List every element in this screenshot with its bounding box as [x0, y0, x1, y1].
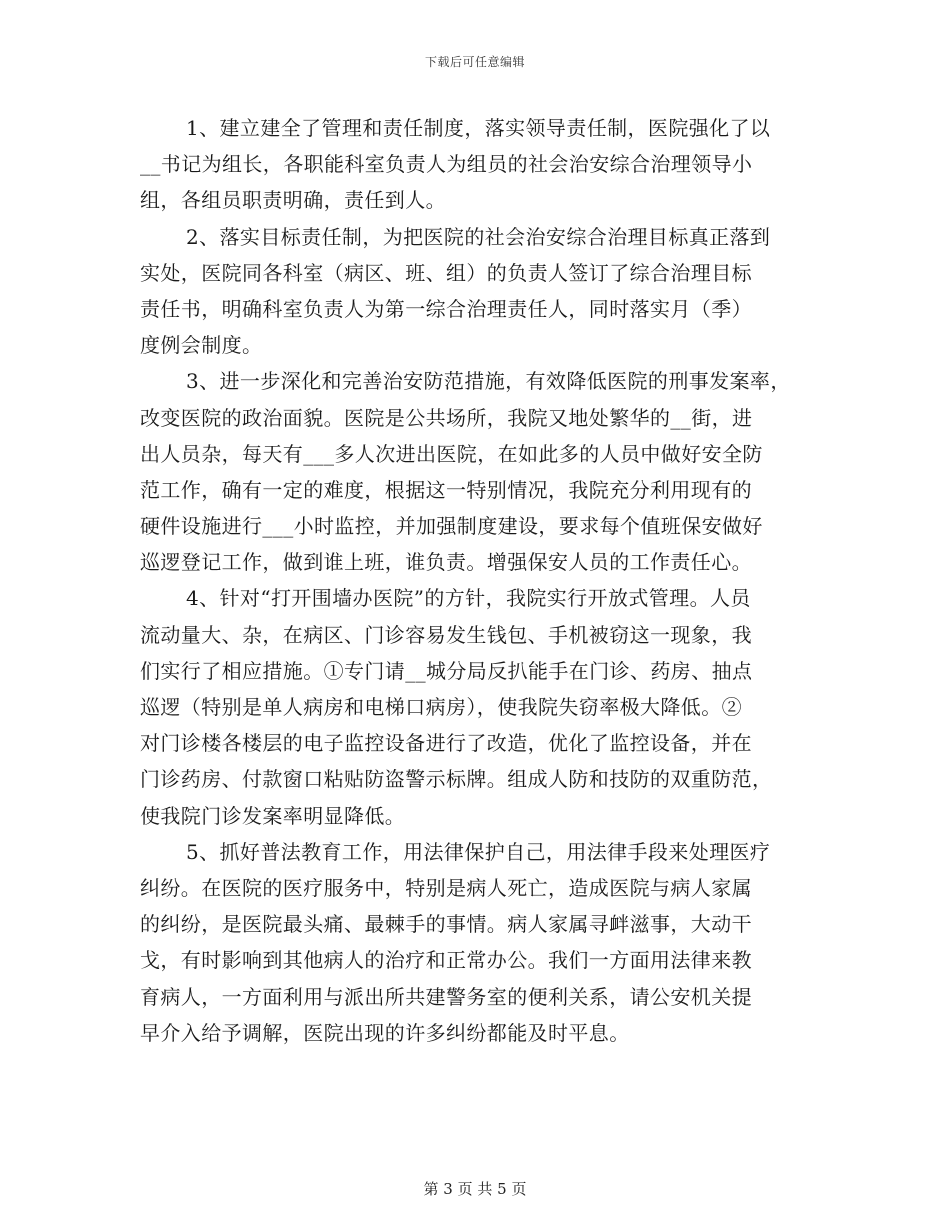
text-line: 纠纷。在医院的医疗服务中，特别是病人死亡，造成医院与病人家属 — [140, 875, 752, 900]
document-body — [140, 110, 820, 1051]
text-line: 的纠纷，是医院最头痛、最棘手的事情。病人家属寻衅滋事，大动干 — [140, 912, 752, 937]
text-line: 度例会制度。 — [140, 333, 263, 358]
text-line: 流动量大、杂，在病区、门诊容易发生钱包、手机被窃这一现象，我 — [140, 622, 752, 647]
text-line: 组，各组员职责明确，责任到人。 — [140, 188, 446, 213]
text-line: 3、进一步深化和完善治安防范措施，有效降低医院的刑事发案率， — [186, 369, 791, 394]
text-line: 1、建立建全了管理和责任制度，落实领导责任制，医院强化了以 — [186, 116, 771, 140]
text-line: 门诊药房、付款窗口粘贴防盗警示标牌。组成人防和技防的双重防范， — [140, 767, 773, 792]
text-line: 戈，有时影响到其他病人的治疗和正常办公。我们一方面用法律来教 — [140, 948, 752, 973]
paragraph-1 — [140, 110, 820, 219]
text-line: 巡逻（特别是单人病房和电梯口病房），使我院失窃率极大降低。② — [140, 695, 742, 719]
text-line: 实处，医院同各科室（病区、班、组）的负责人签订了综合治理目标 — [140, 260, 752, 285]
text-line: 硬件设施进行___小时监控，并加强制度建设，要求每个值班保安做好 — [140, 514, 763, 539]
text-line: 使我院门诊发案率明显降低。 — [140, 803, 406, 828]
text-line: 5、抓好普法教育工作，用法律保护自己，用法律手段来处理医疗 — [186, 839, 771, 864]
text-line: __书记为组长，各职能科室负责人为组员的社会治安综合治理领导小 — [140, 152, 753, 177]
page-number-indicator: 第 3 页 共 5 页 — [423, 1180, 527, 1198]
text-line: 对门诊楼各楼层的电子监控设备进行了改造，优化了监控设备，并在 — [140, 731, 752, 756]
paragraph-3 — [140, 363, 820, 580]
text-line: 们实行了相应措施。①专门请__城分局反扒能手在门诊、药房、抽点 — [140, 658, 753, 683]
paragraph-4 — [140, 580, 820, 833]
text-line: 改变医院的政治面貌。医院是公共场所，我院又地处繁华的__街，进 — [140, 405, 753, 430]
text-line: 出人员杂，每天有___多人次进出医院，在如此多的人员中做好安全防 — [140, 441, 763, 466]
page-header-note: 下载后可任意编辑 — [424, 55, 525, 69]
text-line: 早介入给予调解，医院出现的许多纠纷都能及时平息。 — [140, 1020, 630, 1045]
text-line: 4、针对“打开围墙办医院”的方针，我院实行开放式管理。人员 — [186, 586, 751, 611]
text-line: 育病人，一方面利用与派出所共建警务室的便利关系，请公安机关提 — [140, 984, 752, 1009]
paragraph-5 — [140, 834, 820, 1051]
paragraph-2 — [140, 219, 820, 364]
text-line: 责任书，明确科室负责人为第一综合治理责任人，同时落实月（季） — [140, 296, 752, 321]
text-line: 范工作，确有一定的难度，根据这一特别情况，我院充分利用现有的 — [140, 477, 752, 502]
text-line: 2、落实目标责任制，为把医院的社会治安综合治理目标真正落到 — [186, 224, 771, 249]
text-line: 巡逻登记工作，做到谁上班，谁负责。增强保安人员的工作责任心。 — [140, 550, 752, 575]
